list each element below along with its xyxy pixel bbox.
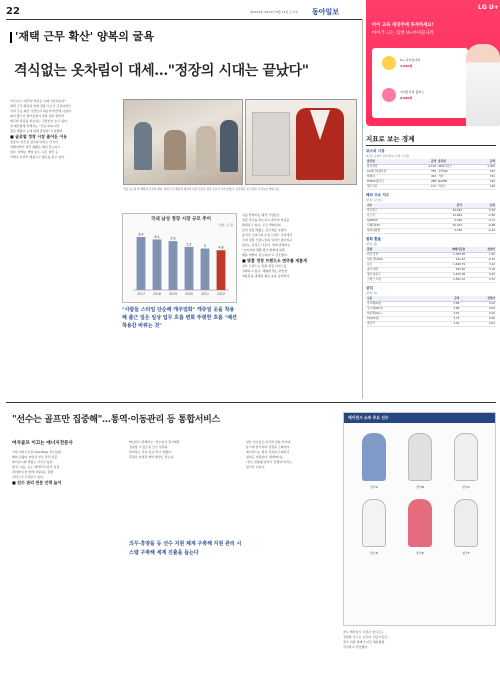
world-index-table: 지수 종가 등락 다우존스 35,281 0.30 나스닥 13,644 -0.56 S&P500 4,464 -0.11 니케이225 32,473 -0.68 상하이종합 3,189 -2.01 <box>367 203 495 233</box>
chart-unit: 단위: 조 원 <box>218 223 233 227</box>
suit-market-chart <box>122 213 237 303</box>
article2-column-3: 일부 선수들은 미국과 일본 투어에 동시에 참가하며 일정을 소화한다. 에이전시는 현지 코치와 트레이너 섭외도 지원한다. 업계에서는 "선수 맞춤형 관리가 경쟁력"이라는 평가가 나온다. <box>246 440 293 469</box>
article1-pull-quote: "사람들 스타일 단순해 캐주얼화" 캐쥬얼 옷을 착용해 출근 일은 일상 업무 흐름 변화 뚜렷한 흐름 "패션 착용감 바뀌는 것" <box>122 307 237 329</box>
product-icon <box>382 56 396 70</box>
chart-bar <box>137 237 146 290</box>
table-row: 영국 파운드 1,675.38 4.45 <box>367 272 495 277</box>
newspaper-name: 동아일보 <box>312 8 340 16</box>
chart-tick-label: 2021 <box>200 292 210 296</box>
column-divider <box>362 19 363 399</box>
ad-item-label: U+ 아이들나라 <box>400 58 421 62</box>
article1-photo-suit <box>245 99 357 185</box>
chart-tick-label: 2020 <box>184 292 194 296</box>
golfer-name: 선수E <box>416 551 424 555</box>
table-row: CD(91일) 3.75 0.00 <box>367 316 495 321</box>
fx-subtitle: 코스피 시장 <box>366 149 385 153</box>
chart-tick-label: 2017 <box>136 292 146 296</box>
golfer-photo <box>354 497 394 549</box>
golfer-photo <box>400 497 440 549</box>
table-row: 삼성전자 2,110 SK하이닉스 1,045 <box>367 163 495 168</box>
article1-photo-store <box>123 99 243 185</box>
article2-column-4: 골프 에이전시 시장은 앞으로도 성장할 것으로 보인다. 전문가들은 선수 지원 체계가 더욱 세분화될 것이라고 전망했다. <box>343 630 388 649</box>
table-row: LG에너지솔루션 785 삼성SDI 512 <box>367 168 495 173</box>
ad-product-panel <box>372 48 468 118</box>
table-row: 니케이225 32,473 -0.68 <box>367 223 495 227</box>
table-row: 콜금리 3.52 0.01 <box>367 321 495 326</box>
article2-subhead-1: ■ 선수 관리 전문 인력 늘어 <box>12 480 62 485</box>
chart-bar <box>185 247 194 290</box>
ad-headline: 아이 교육 대장주에 투자하세요! <box>372 23 434 28</box>
table-row: 국고채(3년) 3.68 0.02 <box>367 300 495 305</box>
chart-title: 국내 남성 정장 시장 규모 추이 <box>151 217 211 222</box>
lguplus-ad[interactable] <box>366 0 500 126</box>
top-rule <box>6 19 362 20</box>
article1-headline: 격식없는 옷차림이 대세…"정장의 시대는 끝났다" <box>14 63 309 79</box>
table-row: 중국 위안 182.56 0.18 <box>367 266 495 271</box>
golfer-name: 선수F <box>462 551 470 555</box>
chart-svg <box>123 214 236 302</box>
table-row: 현대차 430 기아 321 <box>367 173 495 178</box>
section-badge: '재택 근무 확산' 양복의 굴욕 <box>10 28 154 44</box>
ad-item-price: 3,950원 <box>400 64 413 68</box>
ad-item-label: 아이들나라 플러스 <box>400 90 425 94</box>
chart-tick-label: 2019 <box>168 292 178 296</box>
golfer-photo <box>354 431 394 483</box>
ad-model-image <box>466 44 500 126</box>
article2-column-1: 국내 여자프로골프(KLPGA) 선수들의 해외 진출이 늘면서 선수 관리 전문 에이전시의 역할도 커지고 있다. 통역, 이동, 숙소 예약부터 훈련 일정 관리까지 한 번에 지원하는 통합 서비스가 주목받고 있다. ■ 선수 관리 전문 인력 늘어 <box>12 450 122 686</box>
ad-logo: LG U+ <box>478 4 499 11</box>
chart-data-label: 5.9 <box>170 236 176 241</box>
chart-bar <box>169 241 178 290</box>
chart-tick-label: 2018 <box>152 292 162 296</box>
product-icon <box>382 88 396 102</box>
table-row: 유로 1,446.79 3.22 <box>367 261 495 266</box>
chart-tick-label: 2022 <box>216 292 226 296</box>
exchange-rate-table: 통화 매매기준율 전일비 미국 달러 1,320.50 1.50 일본 엔(100) 911.42 -2.10 유로 1,446.79 3.22 중국 위안 182.56 0.18 영국 파운드 1,675.38 4.45 스위스 프랑 1,505.12 2.31 <box>367 247 495 282</box>
article2-subhead: 여자골프 이끄는 에너지전문사 <box>12 441 73 446</box>
article1-column-1: "비즈니스 캐주얼 착용은 이제 기본입니다" 재택 근무 확산과 함께 정장 수요가 급감하면서 국내 주요 패션 기업들이 대응책 마련에 나섰다. 회사 출근이 줄어들면서 양복 대신 편안한 캐주얼 복장을 선호하는 직장인이 늘고 있다. 한 패션업계 관계자는 "코로나19 이후 정장 매출이 눈에 띄게 줄었다"고 말했다. ■ 글로벌 정장 시장 줄어든 이유 정장이 '사무실 필수품'이라는 인식이 약해지면서 관련 매출은 매년 감소하고 있다. 업계는 셋업 슈트, 니트 재킷 등 가볍고 유연한 제품으로 활로를 찾고 있다. <box>10 99 118 399</box>
chart-data-label: 4.8 <box>218 245 224 250</box>
table-row: 일본 엔(100) 911.42 -2.10 <box>367 256 495 261</box>
interest-rate-table: 구분 금리 전일비 국고채(3년) 3.68 0.02 국고채(10년) 3.86 0.03 회사채(AA-) 4.55 0.02 CD(91일) 3.75 0.00 콜금리 3.52 0.01 <box>367 296 495 326</box>
golfer-name: 선수D <box>369 551 379 555</box>
issue-info: 제3216호 2023년 8월 13일 토요일 <box>250 10 298 14</box>
article1-subhead: ■ 글로벌 정장 시장 줄어든 이유 <box>10 134 68 139</box>
table-row: 국고채(10년) 3.86 0.03 <box>367 305 495 310</box>
rates-note: (단위: 원) <box>366 242 378 246</box>
bond-subtitle: 금리 <box>366 286 373 291</box>
ad-item-price: 9,900원 <box>400 96 413 100</box>
table-row: 스위스 프랑 1,505.12 2.31 <box>367 277 495 282</box>
chart-data-label: 6.1 <box>154 234 160 239</box>
golfer-roster-box <box>343 412 496 626</box>
section-rule <box>6 402 496 403</box>
article1-subhead-2: ■ 맞춤 정장 브랜드도 변주를 새롭게 <box>242 258 307 263</box>
table-row: POSCO홀딩스 288 NAVER 210 <box>367 179 495 184</box>
table-row: 회사채(AA-) 4.55 0.02 <box>367 310 495 315</box>
bond-note: (단위: %) <box>366 292 378 296</box>
sidebar-title: 지표로 보는 경제 <box>366 134 496 146</box>
golfer-photo <box>446 497 486 549</box>
economy-indicators <box>366 134 496 327</box>
table-row: 다우존스 35,281 0.30 <box>367 207 495 212</box>
article1-column-3: 이를 반영하듯 패션 기업들은 정장 라인을 축소하고 캐주얼 비중을 확대하고 있다. 주요 백화점의 남성 정장 매출도 감소세를 보였다. 중저가 브랜드와 수입 브랜드 사이에서 국내 정장 브랜드들의 입지가 좁아지고 있다는 분석도 나온다. 업계 관계자는 "소비자의 생활 방식 변화에 맞춘 제품 개발이 필요하다"고 강조했다. ■ 맞춤 정장 브랜드도 변주를 새롭게 일부 브랜드는 맞춤 정장 서비스를 강화하고 있다. 체형에 맞는 편안한 착용감을 내세워 젊은 층을 공략한다. <box>242 213 358 399</box>
table-row: S&P500 4,464 -0.11 <box>367 217 495 222</box>
ad-subline: 아이가 크는 집엔 U+아이들나라 <box>372 31 434 36</box>
article2-headline: "선수는 골프만 집중해"…통역·이동관리 등 통합서비스 <box>12 415 220 425</box>
chart-data-label: 6.4 <box>138 232 144 237</box>
foreign-buy-table: 종목명 금액 종목명 금액 삼성전자 2,110 SK하이닉스 1,045 LG에너지솔루션 785 삼성SDI 512 현대차 430 기아 321 POSCO홀딩스 288 NAVER 210 셀트리온 175 카카오 156 <box>367 159 495 189</box>
golfer-photo <box>446 431 486 483</box>
table-row: 미국 달러 1,320.50 1.50 <box>367 251 495 256</box>
market-note: (단위: 포인트) <box>366 198 383 202</box>
chart-data-label: 5 <box>203 244 207 249</box>
golfer-name: 선수C <box>462 485 470 489</box>
rates-subtitle: 원화 환율 <box>366 236 382 241</box>
chart-bar <box>153 239 162 290</box>
table-row: 나스닥 13,644 -0.56 <box>367 212 495 217</box>
golfer-photo <box>400 431 440 483</box>
article2-pull-quote: 의무·휴양을 등 선수 지원 체계 구축해 지원 관리 시스템 구축해 세계 진출을 돕는다 <box>129 541 242 556</box>
golfer-name: 선수B <box>416 485 424 489</box>
article1-photo-caption: 서울 중구의 한 백화점 남성복 매장. 재택 근무 확산과 캐주얼 복장 선호로 정장 수요가 크게 줄었다. 오른쪽은 한 브랜드가 선보인 셋업 슈트. <box>123 188 281 191</box>
article2-column-2: 에이전시 관계자는 "선수들이 경기에만 집중할 수 있도록 모든 일정을 관리하는 것이 목표"라고 말했다. 후원사 연결과 계약 협상도 맡는다. <box>129 440 180 459</box>
chart-data-label: 5.2 <box>186 242 192 247</box>
market-subtitle: 해외 주요 지수 <box>366 192 390 197</box>
fx-note: 외국인 순매수 상위 종목 (단위: 억 원) <box>366 155 409 158</box>
chart-bar <box>201 249 210 290</box>
chart-bar <box>217 250 226 290</box>
golfer-name: 선수A <box>370 485 378 489</box>
page-number: 22 <box>6 6 20 17</box>
golfer-box-title: 에이전시 소속 주요 선수 <box>344 413 495 423</box>
table-row: 상하이종합 3,189 -2.01 <box>367 228 495 233</box>
table-row: 셀트리온 175 카카오 156 <box>367 184 495 189</box>
